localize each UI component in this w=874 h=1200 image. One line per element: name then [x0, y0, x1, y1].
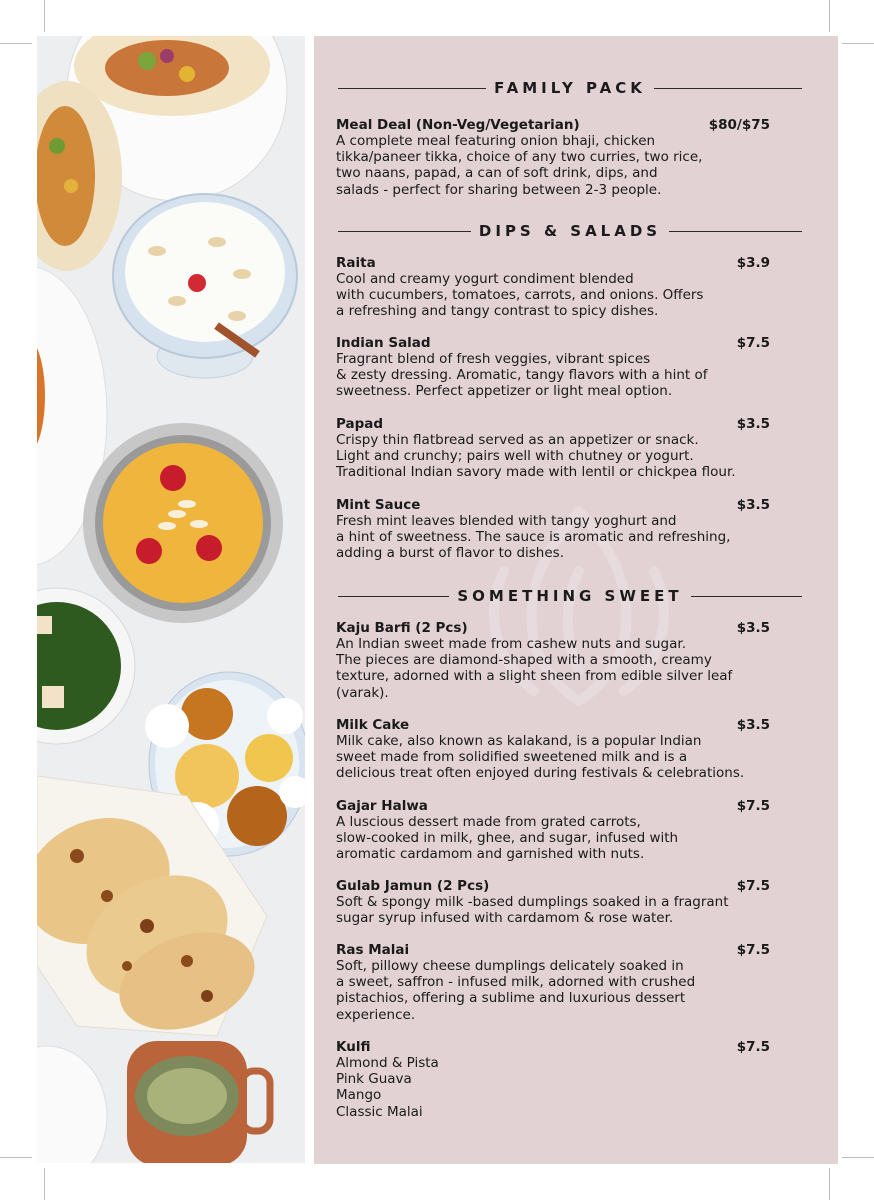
section-heading-family-pack: [338, 78, 802, 98]
item-description: Cool and creamy yogurt condiment blended with cucumbers, tomatoes, carrots, and onions. Offers a refreshing and tangy contrast to spicy dishes.: [336, 271, 704, 320]
item-name: Indian Salad: [336, 335, 431, 351]
item-price: $3.5: [736, 497, 770, 513]
crop-mark: [44, 0, 45, 32]
menu-item-papad: [336, 416, 794, 481]
item-name: Kulfi: [336, 1039, 371, 1055]
item-description: Soft & spongy milk -based dumplings soaked in a fragrant sugar syrup infused with cardamom & rose water.: [336, 894, 729, 927]
crop-mark: [829, 1168, 830, 1200]
item-price: $7.5: [736, 1039, 770, 1055]
menu-item-gajar-halwa: [336, 798, 794, 863]
menu-item-indian-salad: [336, 335, 794, 400]
item-price: $7.5: [736, 335, 770, 351]
menu-item-raita: [336, 255, 794, 320]
item-name: Raita: [336, 255, 376, 271]
menu-item-kulfi: [336, 1039, 794, 1120]
item-description: Soft, pillowy cheese dumplings delicately soaked in a sweet, saffron - infused milk, adorned with crushed pistachios, offering a sublime and luxurious dessert experience.: [336, 958, 696, 1023]
food-illustration: [37, 36, 305, 1163]
section-heading-something-sweet: [338, 586, 802, 606]
menu-item-ras-malai: [336, 942, 794, 1023]
section-title: DIPS & SALADS: [478, 222, 662, 240]
item-description: Milk cake, also known as kalakand, is a popular Indian sweet made from solidified sweetened milk and is a delicious treat often enjoyed during festivals & celebrations.: [336, 733, 745, 782]
menu-item-meal-deal: [336, 117, 794, 198]
crop-mark: [0, 1157, 32, 1158]
item-description: A luscious dessert made from grated carrots, slow-cooked in milk, ghee, and sugar, infused with aromatic cardamom and garnished with nuts.: [336, 814, 679, 863]
crop-mark: [0, 43, 32, 44]
crop-mark: [842, 43, 874, 44]
item-description: Fragrant blend of fresh veggies, vibrant spices & zesty dressing. Aromatic, tangy flavors with a hint of sweetness. Perfect appetizer or light meal option.: [336, 351, 708, 400]
crop-mark: [842, 1157, 874, 1158]
item-price: $7.5: [736, 942, 770, 958]
item-name: Kaju Barfi (2 Pcs): [336, 620, 468, 636]
item-description: Crispy thin flatbread served as an appetizer or snack. Light and crunchy; pairs well with chutney or yogurt. Traditional Indian savory made with lentil or chickpea flour.: [336, 432, 736, 481]
menu-item-milk-cake: [336, 717, 794, 782]
item-name: Gulab Jamun (2 Pcs): [336, 878, 490, 894]
crop-mark: [44, 1168, 45, 1200]
section-heading-dips-salads: [338, 221, 802, 241]
section-title: FAMILY PACK: [494, 79, 646, 97]
divider-line: [338, 88, 486, 89]
item-price: $3.9: [736, 255, 770, 271]
item-name: Meal Deal (Non-Veg/Vegetarian): [336, 117, 580, 133]
item-description: A complete meal featuring onion bhaji, chicken tikka/paneer tikka, choice of any two curries, two rice, two naans, papad, a can of soft drink, dips, and salads - perfect for sharing between 2-3 people.: [336, 133, 703, 198]
section-title: SOMETHING SWEET: [457, 587, 683, 605]
food-photo-column: [37, 36, 305, 1163]
divider-line: [691, 596, 802, 597]
divider-line: [669, 231, 802, 232]
divider-line: [338, 231, 471, 232]
item-name: Papad: [336, 416, 384, 432]
crop-mark: [829, 0, 830, 32]
item-price: $80/$75: [708, 117, 770, 133]
item-description: Fresh mint leaves blended with tangy yoghurt and a hint of sweetness. The sauce is aromatic and refreshing, adding a burst of flavor to dishes.: [336, 513, 731, 562]
item-price: $3.5: [736, 717, 770, 733]
item-name: Gajar Halwa: [336, 798, 428, 814]
item-price: $3.5: [736, 620, 770, 636]
item-description: Almond & Pista Pink Guava Mango Classic Malai: [336, 1055, 439, 1120]
menu-item-gulab-jamun: [336, 878, 794, 926]
item-name: Mint Sauce: [336, 497, 421, 513]
item-price: $7.5: [736, 798, 770, 814]
item-name: Milk Cake: [336, 717, 410, 733]
menu-panel: [314, 36, 838, 1164]
menu-item-kaju-barfi: [336, 620, 794, 701]
item-price: $7.5: [736, 878, 770, 894]
item-name: Ras Malai: [336, 942, 410, 958]
item-description: An Indian sweet made from cashew nuts and sugar. The pieces are diamond-shaped with a smooth, creamy texture, adorned with a slight sheen from edible silver leaf (varak).: [336, 636, 733, 701]
divider-line: [654, 88, 802, 89]
item-price: $3.5: [736, 416, 770, 432]
divider-line: [338, 596, 449, 597]
menu-item-mint-sauce: [336, 497, 794, 562]
